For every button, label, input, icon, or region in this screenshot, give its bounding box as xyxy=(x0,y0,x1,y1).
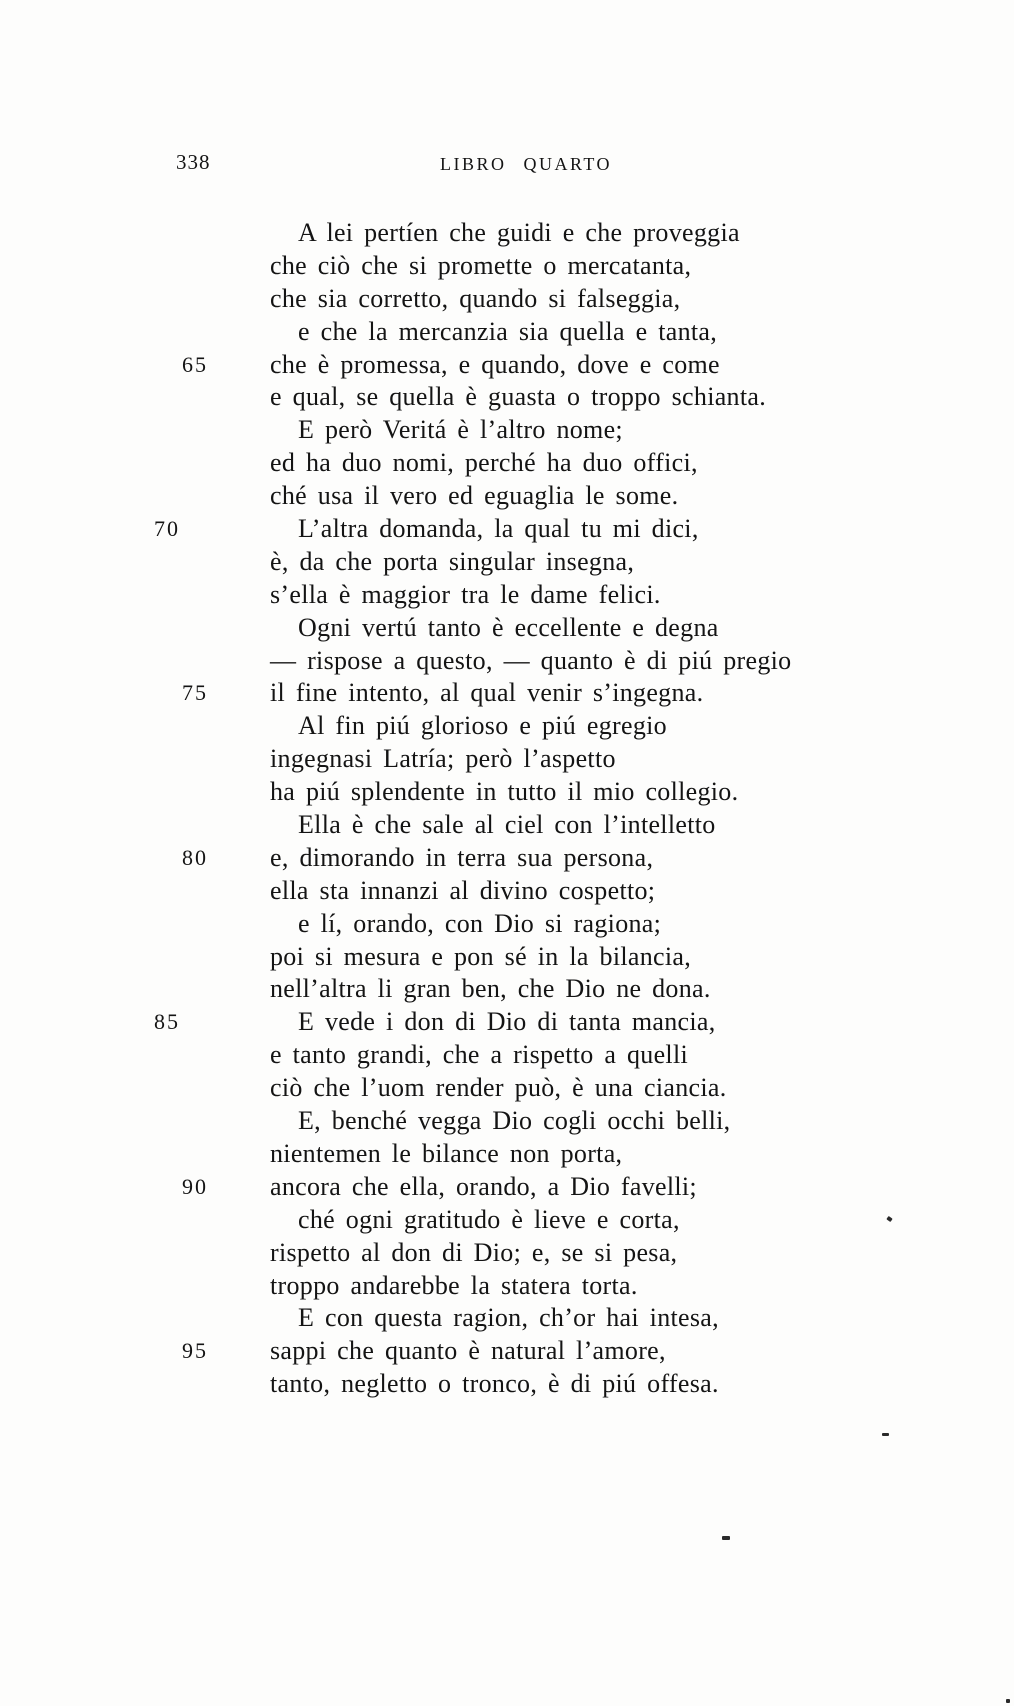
verse-text: E vede i don di Dio di tanta mancia, xyxy=(298,1007,716,1037)
poem-line xyxy=(182,349,970,382)
poem-line xyxy=(270,1072,970,1105)
verse-text: troppo andarebbe la statera torta. xyxy=(270,1270,638,1300)
poem-line xyxy=(270,480,970,513)
poem-line xyxy=(270,809,970,842)
poem-line xyxy=(270,710,970,743)
verse-text: nell’altra li gran ben, che Dio ne dona. xyxy=(270,974,711,1004)
scan-speck xyxy=(882,1433,889,1436)
page-number: 338 xyxy=(176,150,211,174)
poem-line xyxy=(270,612,970,645)
poem xyxy=(154,217,970,1401)
verse-text: ingegnasi Latría; però l’aspetto xyxy=(270,744,616,774)
poem-line xyxy=(182,842,970,875)
scan-speck xyxy=(722,1536,730,1540)
verse-text: Al fin piú glorioso e piú egregio xyxy=(298,711,667,741)
poem-line xyxy=(270,1237,970,1270)
poem-line xyxy=(270,908,970,941)
poem-line xyxy=(270,316,970,349)
poem-line xyxy=(270,1204,970,1237)
verse-text: ed ha duo nomi, perché ha duo offici, xyxy=(270,448,698,478)
poem-line xyxy=(270,776,970,809)
verse-text: e tanto grandi, che a rispetto a quelli xyxy=(270,1040,689,1070)
poem-line xyxy=(154,1006,970,1039)
poem-line xyxy=(270,743,970,776)
poem-line xyxy=(270,1039,970,1072)
verse-text: rispetto al don di Dio; e, se si pesa, xyxy=(270,1237,678,1267)
poem-line xyxy=(270,1138,970,1171)
verse-text: Ella è che sale al ciel con l’intelletto xyxy=(298,810,716,840)
verse-text: nientemen le bilance non porta, xyxy=(270,1138,623,1168)
poem-line xyxy=(154,513,970,546)
poem-line xyxy=(270,875,970,908)
poem-line xyxy=(182,1171,970,1204)
verse-text: e lí, orando, con Dio si ragiona; xyxy=(298,908,662,938)
poem-line xyxy=(270,579,970,612)
poem-line xyxy=(270,1105,970,1138)
poem-line xyxy=(270,546,970,579)
verse-line-number: 80 xyxy=(182,844,208,870)
verse-text: Ogni vertú tanto è eccellente e degna xyxy=(298,612,719,642)
poem-line xyxy=(270,217,970,250)
verse-line-number: 85 xyxy=(154,1009,180,1035)
verse-text: ché ogni gratitudo è lieve e corta, xyxy=(298,1204,680,1234)
poem-line xyxy=(270,941,970,974)
verse-text: ella sta innanzi al divino cospetto; xyxy=(270,875,656,905)
poem-line xyxy=(270,283,970,316)
verse-text: sappi che quanto è natural l’amore, xyxy=(270,1336,666,1366)
verse-text: A lei pertíen che guidi e che proveggia xyxy=(298,218,740,247)
verse-text: ché usa il vero ed eguaglia le some. xyxy=(270,481,679,511)
verse-line-number: 75 xyxy=(182,680,208,706)
verse-text: L’altra domanda, la qual tu mi dici, xyxy=(298,514,699,544)
verse-text: E, benché vegga Dio cogli occhi belli, xyxy=(298,1106,731,1136)
verse-text: E con questa ragion, ch’or hai intesa, xyxy=(298,1303,719,1333)
poem-line xyxy=(182,1335,970,1368)
verse-line-number: 70 xyxy=(154,516,180,542)
verse-text: e qual, se quella è guasta o troppo schianta. xyxy=(270,382,767,412)
poem-line xyxy=(270,973,970,1006)
poem-line xyxy=(182,677,970,710)
verse-text: che è promessa, e quando, dove e come xyxy=(270,349,720,379)
poem-line xyxy=(270,1302,970,1335)
verse-text: e che la mercanzia sia quella e tanta, xyxy=(298,316,718,346)
verse-line-number: 90 xyxy=(182,1173,208,1199)
verse-text: ancora che ella, orando, a Dio favelli; xyxy=(270,1171,697,1201)
poem-line xyxy=(270,1270,970,1303)
poem-line xyxy=(270,1368,970,1401)
verse-text: che ciò che si promette o mercatanta, xyxy=(270,250,692,280)
verse-text: è, da che porta singular insegna, xyxy=(270,546,635,576)
running-title: LIBRO QUARTO xyxy=(439,154,613,174)
verse-text: poi si mesura e pon sé in la bilancia, xyxy=(270,941,692,971)
poem-line xyxy=(270,414,970,447)
verse-text: ciò che l’uom render può, è una ciancia. xyxy=(270,1073,727,1103)
verse-line-number: 65 xyxy=(182,351,208,377)
verse-text: — rispose a questo, — quanto è di piú pregio xyxy=(270,645,792,675)
verse-text: tanto, negletto o tronco, è di piú offesa. xyxy=(270,1369,719,1399)
verse-text: s’ella è maggior tra le dame felici. xyxy=(270,579,661,609)
scan-speck xyxy=(1006,1699,1010,1703)
poem-line xyxy=(270,381,970,414)
verse-text: ha piú splendente in tutto il mio collegio. xyxy=(270,777,739,807)
verse-text: il fine intento, al qual venir s’ingegna. xyxy=(270,678,704,708)
verse-text: E però Veritá è l’altro nome; xyxy=(298,415,623,445)
poem-line xyxy=(270,447,970,480)
verse-line-number: 95 xyxy=(182,1338,208,1364)
poem-line xyxy=(270,250,970,283)
verse-text: che sia corretto, quando si falseggia, xyxy=(270,283,681,313)
verse-text: e, dimorando in terra sua persona, xyxy=(270,842,654,872)
poem-line xyxy=(270,645,970,678)
